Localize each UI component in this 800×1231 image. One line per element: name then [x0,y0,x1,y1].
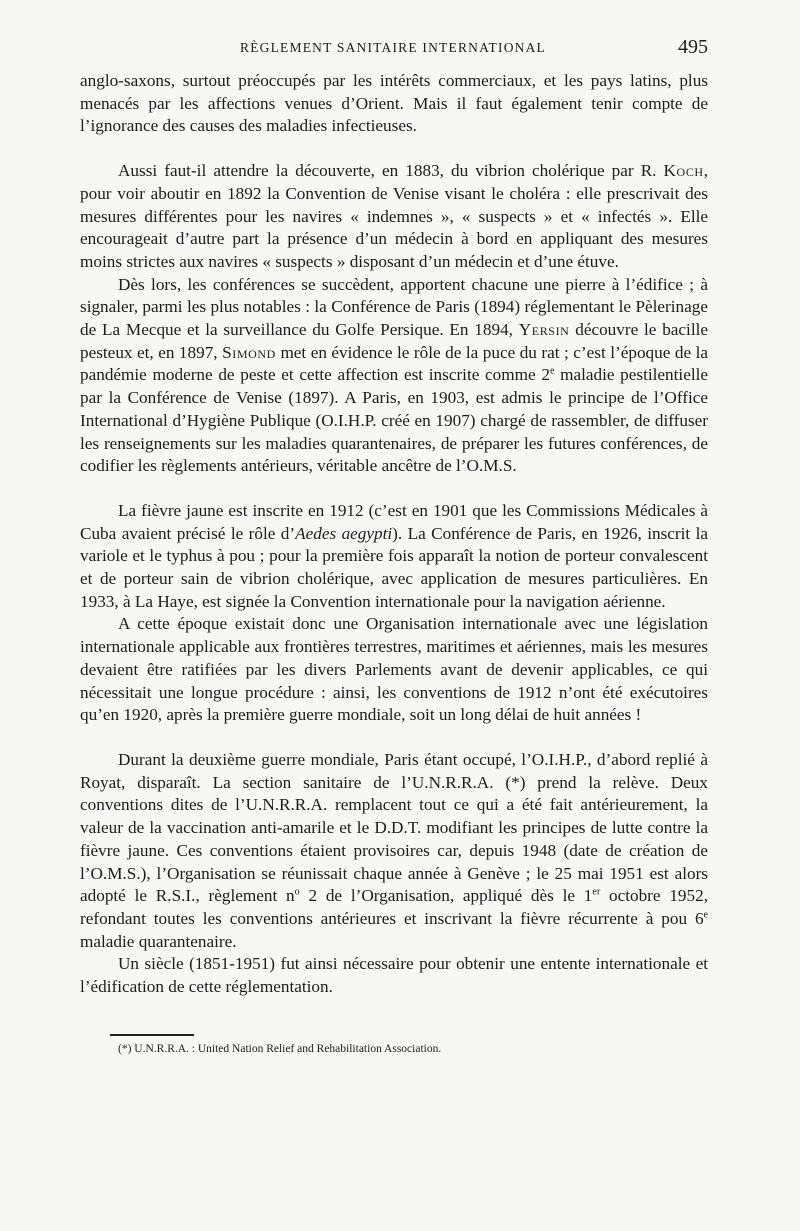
paragraph-1 [80,70,708,138]
paragraph-text: Aussi faut-il attendre la découverte, en 1883, du vibrion cholérique par R. [118,161,664,181]
page-header [80,38,708,62]
paragraph-7 [80,953,708,998]
paragraph-6 [80,749,708,953]
paragraph-text: découvre le bacille pesteux et, en 1897, [80,320,709,362]
paragraph-text: octobre 1952, refondant toutes les conventions antérieures et inscrivant la fièvre récurrente à pou 6 [80,886,708,928]
author-name: Yersin [518,320,570,340]
paragraph-text: maladie pestilentielle par la Conférence de Venise (1897). A Paris, en 1903, est admis le principe de l’Office International d’Hygiène Publique (O.I.H.P. créé en 1907) chargé de rassembler, de diffuser les renseignements sur les maladies quarantenaires, de préparer les futures conférences, de codifier les règlements antérieurs, véritable ancêtre de l’O.M.S. [80,365,709,476]
paragraph-text: La fièvre jaune est inscrite en 1912 (c’est en 1901 que les Commissions Médicales à Cuba avaient précisé le rôle d’ [80,500,708,543]
footnote: (*) U.N.R.R.A. : United Nation Relief and Rehabilitation Association. [118,1043,442,1055]
paragraph-text: Durant la deuxième guerre mondiale, Paris étant occupé, l’O.I.H.P., d’abord replié à Royat, disparaît. La section sanitaire de l’U.N.R.R.A. (*) prend la relève. Deux conventions dites de l’U.N.R.R.A. remplacent tout ce qui a été fait antérieurement, la valeur de la vaccination anti-amarile et le D.D.T. modifiant les principes de lutte contre la fièvre jaune. Ces conventions étaient provisoires car, depuis 1948 (date de création de l’O.M.S.), l’Organisation se réunissait chaque année à Genève ; le 25 mai 1951 est alors adopté le R.S.I., règlement n [80,749,708,906]
species-name: Aedes aegypti [295,523,393,543]
superscript: o [294,886,300,898]
page-number: 495 [678,36,708,58]
paragraph-text: 2 de l’Organisation, appliqué dès le 1 [299,886,593,906]
paragraph-text: anglo-saxons, surtout préoccupés par les intérêts commerciaux, et les pays latins, plus menacés par les affections venues d’Orient. Mais il faut également tenir compte de l’ignorance des causes des maladies infectieuses. [80,71,708,136]
paragraph-text: maladie quarantenaire. [80,931,237,951]
superscript: e [549,365,555,377]
paragraph-text: A cette époque existait donc une Organisation internationale avec une législation internationale applicable aux frontières terrestres, maritimes et aériennes, mais les mesures devaient être ratifiées par les divers Parlements avant de devenir applicables, ce qui nécessitait une longue procédure : ainsi, les conventions de 1912 n’ont été exécutoires qu’en 1920, après la première guerre mondiale, soit un long délai de huit années ! [80,614,708,725]
paragraph-text: met en évidence le rôle de la puce du rat ; c’est l’époque de la pandémie moderne de peste et cette affection est inscrite comme 2 [80,342,708,385]
paragraph-text: Dès lors, les conférences se succèdent, apportent chacune une pierre à l’édifice ; à signaler, parmi les plus notables : la Conférence de Paris (1894) réglementant le Pèlerinage de La Mecque et la surveillance du Golfe Persique. En 1894, [80,274,708,340]
paragraph-text: ). La Conférence de Paris, en 1926, inscrit la variole et le typhus à pou ; pour la première fois apparaît la notion de porteur convalescent et de porteur sain de vibrion cholérique, avec application de mesures particulières. En 1933, à La Haye, est signée la Convention internationale pour la navigation aérienne. [80,523,708,611]
superscript: er [592,886,601,898]
superscript: e [703,909,708,921]
author-name: Koch [663,161,704,181]
paragraph-2 [80,160,708,274]
author-name: Simond [222,342,276,362]
footnote-divider [110,1034,194,1036]
paragraph-text: , pour voir aboutir en 1892 la Convention de Venise visant le choléra : elle prescrivait des mesures différentes pour les navires « indemnes », « suspects » et « infectés ». Elle encourageait d’autre part la présence d’un médecin à bord en appliquant des mesures moins strictes aux navires « suspects » disposant d’un médecin et d’une étuve. [80,161,708,271]
paragraph-text: Un siècle (1851-1951) fut ainsi nécessaire pour obtenir une entente internationale et l’édification de cette réglementation. [80,954,708,997]
body-text [80,70,708,999]
running-title: RÈGLEMENT SANITAIRE INTERNATIONAL [240,40,546,55]
paragraph-3 [80,274,708,478]
paragraph-5 [80,613,708,727]
paragraph-4 [80,500,708,614]
